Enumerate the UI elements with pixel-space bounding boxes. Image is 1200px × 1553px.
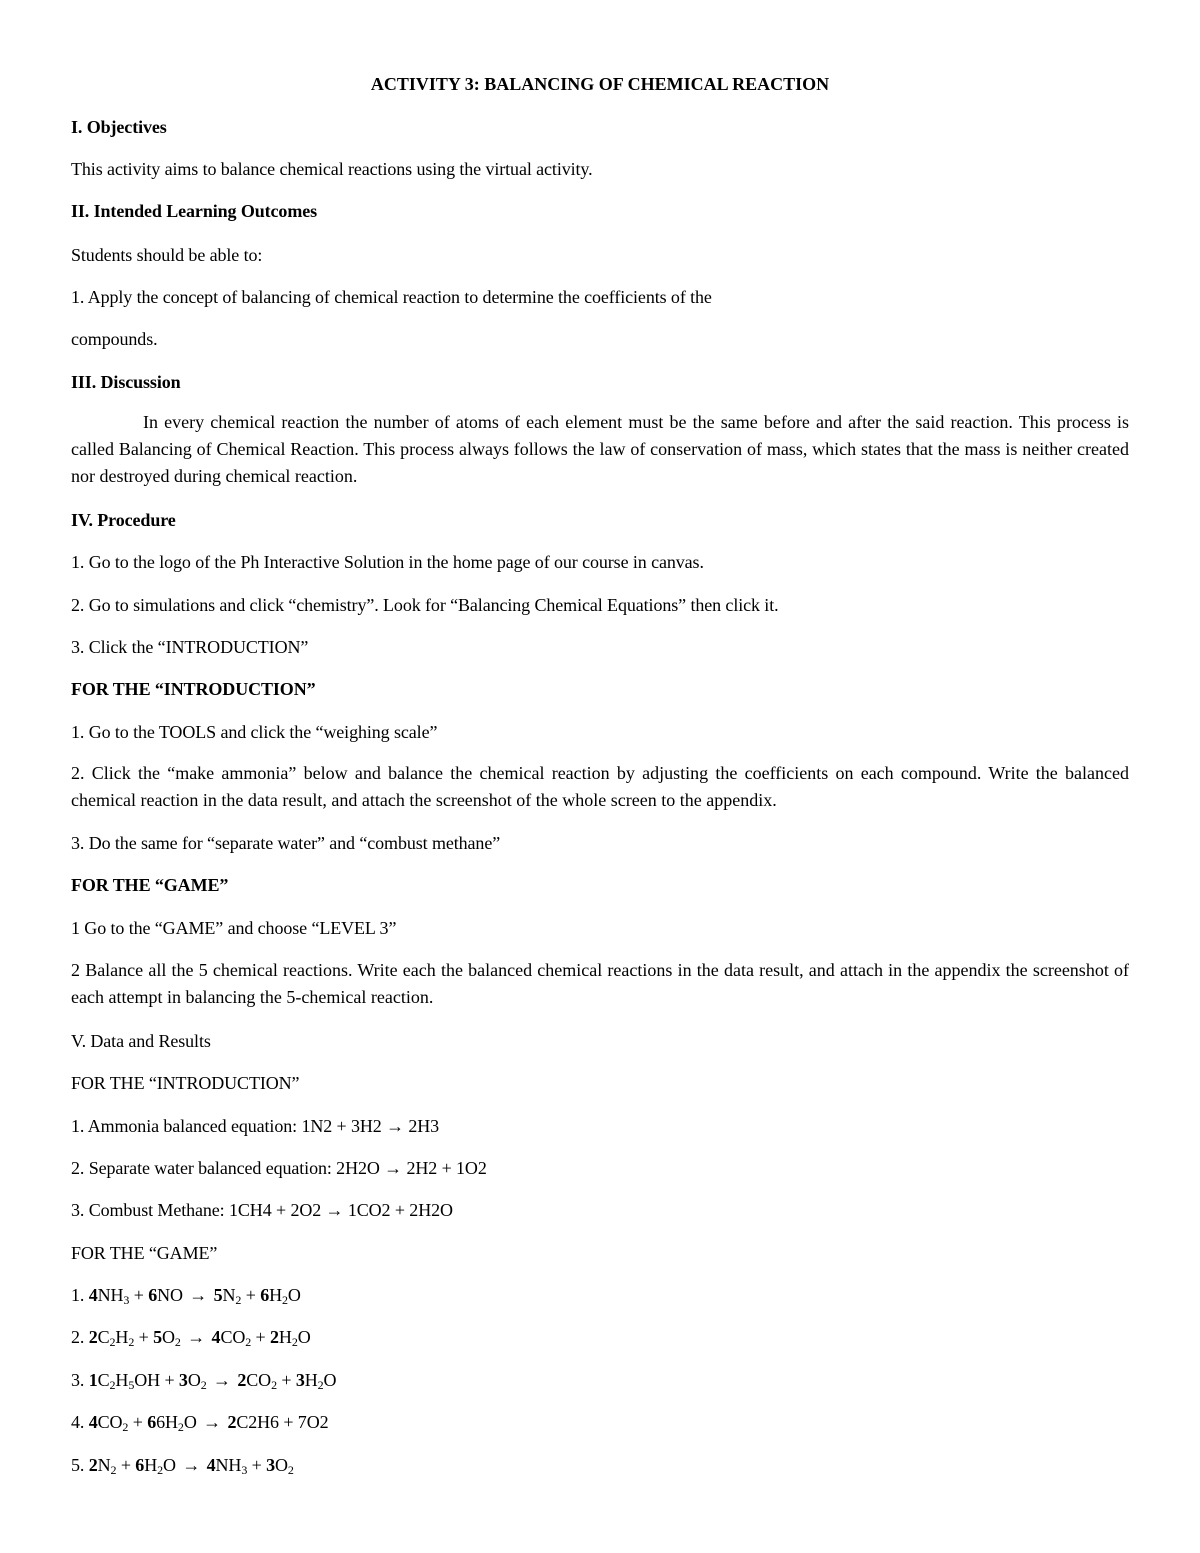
- coefficient: 4: [211, 1327, 221, 1347]
- procedure-heading: IV. Procedure: [71, 510, 176, 530]
- formula-text: NO: [157, 1285, 188, 1305]
- objectives-text: This activity aims to balance chemical reactions using the virtual activity.: [71, 159, 593, 179]
- results-heading: V. Data and Results: [71, 1031, 211, 1051]
- formula-text: H: [115, 1370, 129, 1390]
- reaction-arrow-icon: →: [203, 1412, 222, 1432]
- coefficient: 5: [213, 1285, 223, 1305]
- formula-text: H: [269, 1285, 282, 1305]
- formula-text: N: [222, 1285, 236, 1305]
- reaction-arrow-icon: →: [189, 1285, 208, 1305]
- subscript: 3: [123, 1293, 130, 1307]
- introduction-step-3: 3. Do the same for “separate water” and “combust methane”: [71, 833, 501, 853]
- coefficient: 6: [147, 1412, 157, 1432]
- procedure-step-1: 1. Go to the logo of the Ph Interactive Solution in the home page of our course in canvas.: [71, 552, 704, 572]
- equation-number: 4.: [71, 1412, 89, 1432]
- coefficient: 6: [135, 1455, 145, 1475]
- coefficient: 2: [88, 1455, 98, 1475]
- subscript: 2: [317, 1378, 324, 1392]
- formula-text: +: [241, 1285, 261, 1305]
- formula-text: C: [97, 1327, 110, 1347]
- formula-text: CO: [220, 1327, 246, 1347]
- game-equation-2: [71, 1326, 311, 1348]
- coefficient: 4: [206, 1455, 216, 1475]
- outcomes-intro: Students should be able to:: [71, 245, 263, 265]
- introduction-step-1: 1. Go to the TOOLS and click the “weighing scale”: [71, 722, 438, 742]
- formula-text: C2H6 + 7O2: [236, 1412, 329, 1432]
- formula-text: N: [97, 1455, 111, 1475]
- formula-text: O: [162, 1327, 175, 1347]
- reaction-arrow-icon: →: [187, 1327, 206, 1347]
- procedure-step-2: 2. Go to simulations and click “chemistry”. Look for “Balancing Chemical Equations” then click it.: [71, 595, 779, 615]
- formula-text: H: [278, 1327, 292, 1347]
- formula-text: +: [160, 1370, 179, 1390]
- reaction-arrow-icon: →: [213, 1370, 231, 1390]
- subscript: 2: [271, 1378, 277, 1392]
- formula-text: +: [116, 1455, 136, 1475]
- coefficient: 2: [88, 1327, 98, 1347]
- formula-text: H: [115, 1327, 129, 1347]
- formula-text: NH: [215, 1455, 242, 1475]
- formula-text: CO: [97, 1412, 123, 1432]
- coefficient: 6: [148, 1285, 158, 1305]
- objectives-heading: I. Objectives: [71, 117, 167, 137]
- formula-text: O: [183, 1412, 197, 1432]
- formula-text: H: [304, 1370, 318, 1390]
- outcome-item-1-line-1: 1. Apply the concept of balancing of chemical reaction to determine the coefficients of the: [71, 287, 712, 307]
- formula-text: +: [276, 1370, 296, 1390]
- subscript: 2: [200, 1378, 207, 1392]
- subscript: 2: [282, 1293, 288, 1307]
- game-step-1: 1 Go to the “GAME” and choose “LEVEL 3”: [71, 918, 397, 938]
- coefficient: 4: [88, 1285, 98, 1305]
- subscript: 2: [128, 1335, 135, 1349]
- formula-text: NH: [97, 1285, 124, 1305]
- formula-text: +: [247, 1455, 267, 1475]
- game-step-2: 2 Balance all the 5 chemical reactions. Write each the balanced chemical reactions in the data result, and attach in the appendix the screenshot of each attempt in balancing the 5-chemical reaction.: [71, 960, 1129, 1007]
- coefficient: 3: [178, 1370, 188, 1390]
- discussion-heading: III. Discussion: [71, 372, 181, 392]
- coefficient: 3: [266, 1455, 276, 1475]
- document-title: ACTIVITY 3: BALANCING OF CHEMICAL REACTION: [370, 74, 830, 94]
- formula-text: +: [251, 1327, 271, 1347]
- formula-text: +: [129, 1285, 149, 1305]
- game-equation-1: [71, 1284, 301, 1306]
- discussion-paragraph: In every chemical reaction the number of atoms of each element must be the same before and after the said reaction. This process is called Balancing of Chemical Reaction. This process always follows the law of conservation of mass, which states that the mass is neither created nor destroyed during chemical reaction.: [71, 412, 1129, 486]
- formula-text: O: [275, 1455, 288, 1475]
- formula-text: +: [128, 1412, 148, 1432]
- subscript: 3: [241, 1463, 248, 1477]
- coefficient: 2: [237, 1370, 247, 1390]
- formula-text: O: [163, 1455, 176, 1475]
- procedure-introduction-heading: FOR THE “INTRODUCTION”: [71, 679, 316, 699]
- outcomes-heading: II. Intended Learning Outcomes: [71, 201, 318, 221]
- formula-text: O: [297, 1327, 311, 1347]
- formula-text: +: [134, 1327, 154, 1347]
- result-ammonia: 1. Ammonia balanced equation: 1N2 + 3H2 → 2H3: [71, 1116, 440, 1136]
- introduction-step-2: 2. Click the “make ammonia” below and balance the chemical reaction by adjusting the coefficients on each compound. Write the balanced chemical reaction in the data result, and attach the screenshot of the whole screen to the appendix.: [71, 763, 1129, 810]
- outcome-item-1-line-2: compounds.: [71, 329, 158, 349]
- result-combust-methane: 3. Combust Methane: 1CH4 + 2O2 → 1CO2 + 2H2O: [71, 1200, 453, 1220]
- coefficient: 3: [295, 1370, 305, 1390]
- subscript: 2: [110, 1463, 117, 1477]
- equation-number: 1.: [71, 1285, 89, 1305]
- game-equation-5: [71, 1454, 294, 1476]
- equation-number: 5.: [71, 1455, 89, 1475]
- formula-text: O: [323, 1370, 337, 1390]
- subscript: 2: [245, 1335, 252, 1349]
- formula-text: CO: [246, 1370, 272, 1390]
- subscript: 2: [287, 1463, 294, 1477]
- subscript: 2: [109, 1335, 116, 1349]
- formula-text: O: [287, 1285, 301, 1305]
- coefficient: 5: [153, 1327, 162, 1347]
- equation-number: 3.: [71, 1370, 89, 1390]
- subscript: 2: [109, 1378, 116, 1392]
- results-game-heading: FOR THE “GAME”: [71, 1243, 218, 1263]
- formula-text: O: [187, 1370, 201, 1390]
- subscript: 2: [157, 1463, 163, 1477]
- subscript: 2: [291, 1335, 298, 1349]
- game-equation-4: [71, 1411, 329, 1433]
- game-equation-3: [71, 1369, 336, 1391]
- subscript: 2: [235, 1293, 242, 1307]
- result-separate-water: 2. Separate water balanced equation: 2H2O → 2H2 + 1O2: [71, 1158, 487, 1178]
- formula-text: 6H: [156, 1412, 178, 1432]
- subscript: 2: [177, 1420, 184, 1434]
- subscript: 2: [174, 1335, 181, 1349]
- coefficient: 6: [260, 1285, 270, 1305]
- results-introduction-heading: FOR THE “INTRODUCTION”: [71, 1073, 300, 1093]
- equation-number: 2.: [71, 1327, 89, 1347]
- formula-text: OH: [134, 1370, 161, 1390]
- coefficient: 4: [88, 1412, 98, 1432]
- procedure-game-heading: FOR THE “GAME”: [71, 875, 229, 895]
- procedure-step-3: 3. Click the “INTRODUCTION”: [71, 637, 309, 657]
- formula-text: C: [97, 1370, 110, 1390]
- subscript: 2: [122, 1420, 129, 1434]
- formula-text: H: [144, 1455, 158, 1475]
- reaction-arrow-icon: →: [182, 1455, 201, 1475]
- coefficient: 1: [88, 1370, 98, 1390]
- coefficient: 2: [227, 1412, 237, 1432]
- coefficient: 2: [270, 1327, 279, 1347]
- subscript: 5: [128, 1378, 135, 1392]
